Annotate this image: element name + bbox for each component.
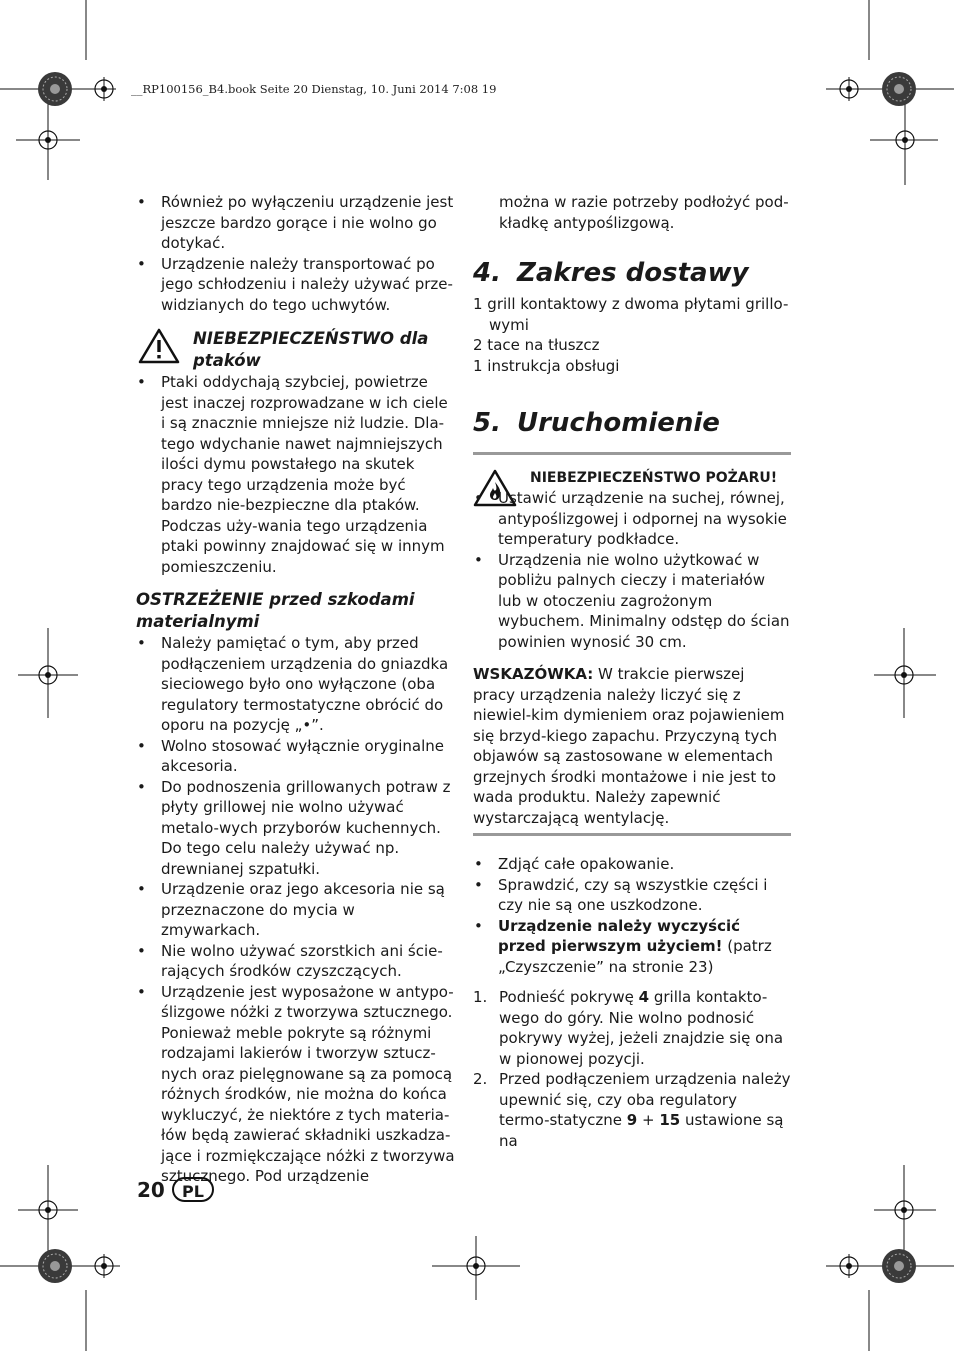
list-item: • Urządzenie oraz jego akcesoria nie są przeznaczone do mycia w zmywarkach.: [136, 879, 456, 941]
note-paragraph: [473, 664, 791, 828]
part-number: 9: [626, 1111, 638, 1129]
section-heading-delivery: [473, 257, 791, 289]
list-item: 2 tace na tłuszcz: [473, 336, 600, 354]
section-number: 4.: [473, 258, 501, 288]
part-number: 4: [638, 988, 650, 1006]
list-item: • Wolno stosować wyłącznie oryginalne akcesoria.: [136, 736, 456, 777]
language-badge: PL: [172, 1177, 214, 1202]
warning-triangle-icon: [138, 328, 180, 364]
print-header: __RP100156_B4.book Seite 20 Dienstag, 10. Juni 2014 7:08 19: [131, 82, 497, 96]
list-item: • Urządzenie jest wyposażone w antypo-ślizgowe nóżki z tworzywa sztucznego. Ponieważ meble pokryte są różnymi rodzajami lakierów i tworzyw sztucz-nych oraz pielęgnowane są za pomocą różnych środków, nie można do końca wykluczyć, że niektóre z tych materia-łów będą zawierać składniki uszkadza-jące i rozmiękczające nóżki z tworzywa sztucznego. Pod urządzenie: [136, 982, 456, 1187]
note-block: [473, 664, 791, 828]
fire-warning-title: NIEBEZPIECZEŃSTWO POŻARU!: [530, 470, 778, 486]
list-item: [473, 916, 791, 978]
bullet-list-fire: [473, 488, 791, 652]
list-item: • Ptaki oddychają szybciej, powietrze jest inaczej rozprowadzane w ich ciele i są znacznie mniejsze niż ludzie. Dla-tego wdychanie nawet najmniejszych ilości dymu powstałego na skutek pracy tego urządzenia może być bardzo nie-bezpieczne dla ptaków. Podczas uży-wania tego urządzenia ptaki powinny znajdować się w innym pomieszczeniu.: [136, 372, 456, 577]
list-item: • Urządzenia nie wolno użytkować w pobliżu palnych cieczy i materiałów lub w otoczeniu zagrożonym wybuchem. Minimalny odstęp do ścian powinien wynosić 30 cm.: [473, 550, 791, 653]
fire-warning-block: [473, 468, 791, 488]
warning-title: NIEBEZPIECZEŃSTWO dla ptaków: [193, 329, 429, 370]
list-item: • Sprawdzić, czy są wszystkie części i czy nie są one uszkodzone.: [473, 875, 791, 916]
section-title: Zakres dostawy: [517, 258, 749, 288]
step-item: [473, 1069, 791, 1151]
step-number: 2.: [473, 1070, 488, 1088]
list-item: • Do podnoszenia grillowanych potraw z płyty grillowej nie wolno używać metalo-wych przyborów kuchennych. Do tego celu należy używać np. drewnianej szpatułki.: [136, 777, 456, 880]
bullet-list-birds: [136, 372, 456, 577]
list-item: • Nie wolno używać szorstkich ani ście-rających środków czyszczących.: [136, 941, 456, 982]
page-number: 20: [137, 1178, 165, 1202]
bullet-list-intro: [136, 192, 456, 315]
list-item: • Ustawić urządzenie na suchej, równej, antypoślizgowej i odpornej na wysokie temperatury podkładce.: [473, 488, 791, 550]
step-number: 1.: [473, 988, 488, 1006]
step-text: Przed podłączeniem urządzenia należy upewnić się, czy oba regulatory termo-statyczne: [499, 1070, 791, 1129]
delivery-list: [473, 294, 791, 376]
list-item: • Również po wyłączeniu urządzenie jest jeszcze bardzo gorące i nie wolno go dotykać.: [136, 192, 456, 254]
list-item: • Urządzenie należy transportować po jego schłodzeniu i należy używać prze-widzianych do tego uchwytów.: [136, 254, 456, 316]
list-item: 1 instrukcja obsługi: [473, 356, 620, 375]
step-item: [473, 987, 791, 1069]
clean-instruction-bold: Urządzenie należy wyczyścić przed pierwszym użyciem!: [498, 916, 741, 955]
list-item: • Należy pamiętać o tym, aby przed podłączeniem urządzenia do gniazdka sieciowego było ono wyłączone (oba regulatory termostatyczne obrócić do oporu na pozycję „•”.: [136, 633, 456, 736]
right-column: [473, 192, 791, 1151]
note-label: WSKAZÓWKA:: [473, 665, 594, 683]
step-text: Podnieść pokrywę: [499, 988, 639, 1006]
section-title: Uruchomienie: [517, 408, 720, 438]
warning-birds-block: [136, 328, 456, 372]
bullet-list-material: [136, 633, 456, 1187]
list-item: 1 grill kontaktowy z dwoma płytami grillo-wymi: [473, 295, 789, 334]
divider: [473, 452, 791, 455]
numbered-steps: [473, 987, 791, 1151]
bullet-list-startup: [473, 854, 791, 977]
divider: [473, 833, 791, 836]
part-number: 15: [659, 1111, 681, 1129]
step-text: grilla kontakto-wego do góry. Nie wolno podnosić pokrywy wyżej, jeżeli znajdzie się ona w pionowej pozycji.: [499, 988, 784, 1068]
list-item: • Zdjąć całe opakowanie.: [473, 854, 791, 875]
section-heading-startup: [473, 407, 791, 439]
section-number: 5.: [473, 408, 501, 438]
clean-instruction-ref: (patrz „Czyszczenie” na stronie 23): [498, 937, 772, 976]
step-text: ustawione są na: [499, 1111, 784, 1150]
left-column: [136, 192, 456, 1187]
step-text: +: [637, 1111, 660, 1129]
material-warning-title: OSTRZEŻENIE przed szkodami materialnymi: [136, 590, 415, 631]
continuation-text: można w razie potrzeby podłożyć pod-kładkę antypoślizgową.: [499, 193, 789, 232]
note-text: W trakcie pierwszej pracy urządzenia należy liczyć się z niewiel-kim dymieniem oraz pojawieniem się brzyd-kiego zapachu. Przyczyną tych objawów są zastosowane w elementach grzejnych środki montażowe i nie jest to wada produktu. Należy zapewnić wystarczającą wentylację.: [473, 665, 785, 827]
